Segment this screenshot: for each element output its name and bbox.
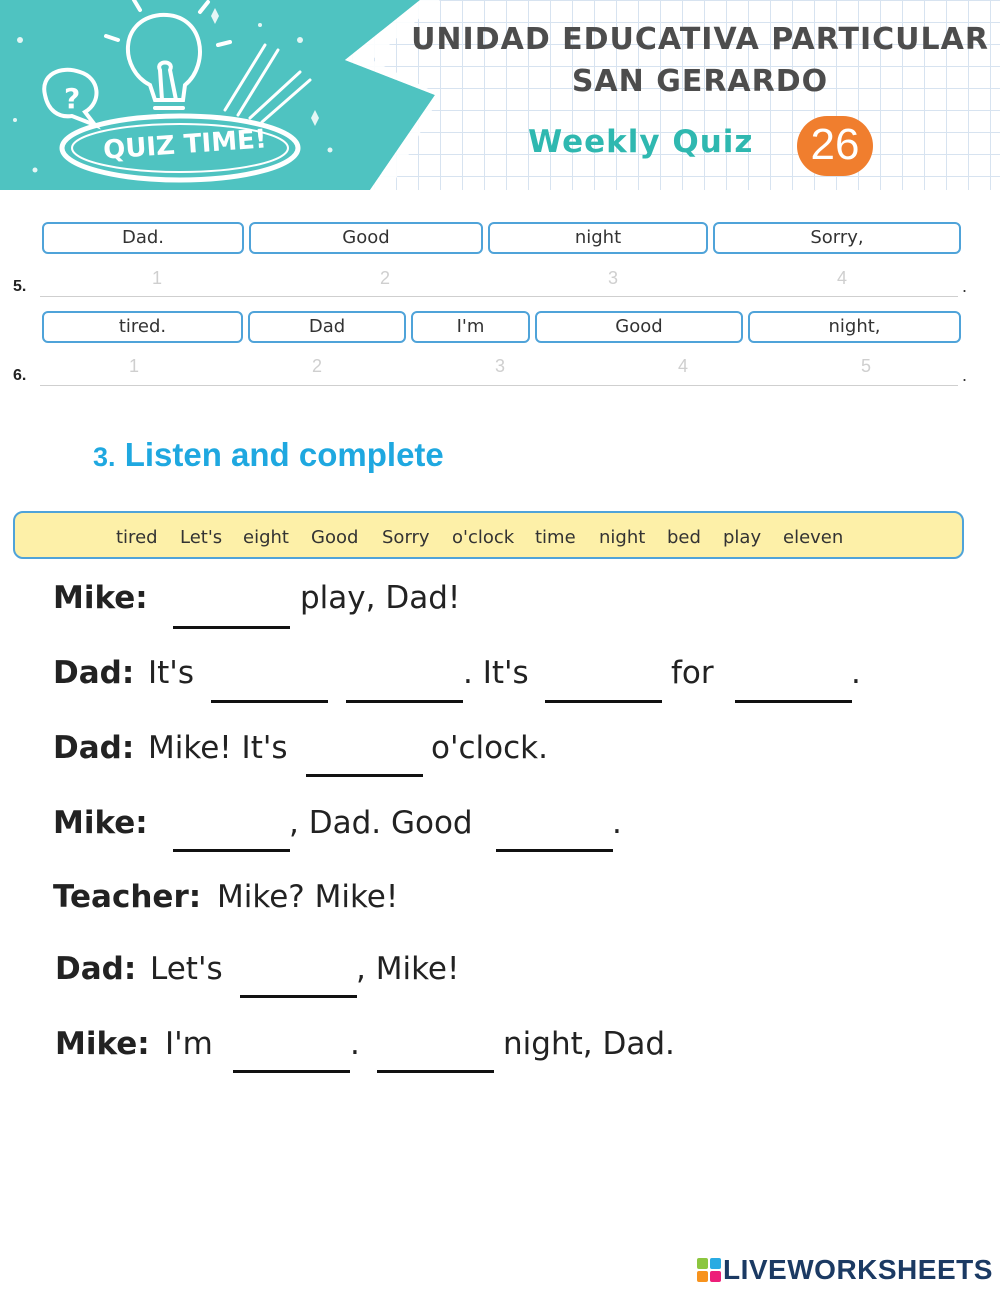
weekly-quiz-label: Weekly Quiz bbox=[528, 124, 754, 160]
word-tile[interactable]: night bbox=[488, 222, 708, 254]
word-bank-item: o'clock bbox=[452, 527, 515, 548]
answer-blank[interactable] bbox=[240, 995, 357, 998]
answer-blank[interactable] bbox=[211, 700, 328, 703]
quiz-time-label: QUIZ TIME! bbox=[102, 124, 268, 166]
word-tile[interactable]: night, bbox=[748, 311, 961, 343]
word-bank-item: bed bbox=[667, 527, 701, 548]
sentence-end-punctuation: . bbox=[962, 365, 968, 385]
speaker-label: Dad: bbox=[53, 730, 135, 766]
answer-blank[interactable] bbox=[173, 626, 290, 629]
dialogue-text: . bbox=[612, 805, 622, 841]
word-tile[interactable]: Good bbox=[249, 222, 483, 254]
dialogue-text: Mike! It's bbox=[148, 730, 288, 766]
answer-line bbox=[40, 385, 958, 386]
speaker-label: Mike: bbox=[55, 1026, 150, 1062]
dialogue-text: . bbox=[851, 655, 861, 691]
dialogue-text: night, Dad. bbox=[503, 1026, 675, 1062]
dialogue-text: for bbox=[671, 655, 714, 691]
liveworksheets-logo-icon bbox=[697, 1258, 721, 1282]
word-tile[interactable]: Dad bbox=[248, 311, 406, 343]
dialogue-text: I'm bbox=[165, 1026, 213, 1062]
word-bank-item: tired bbox=[116, 527, 158, 548]
drop-slot[interactable]: 4 bbox=[837, 268, 848, 288]
word-bank-item: Good bbox=[311, 527, 359, 548]
answer-blank[interactable] bbox=[233, 1070, 350, 1073]
answer-blank[interactable] bbox=[173, 849, 290, 852]
school-name-line1: UNIDAD EDUCATIVA PARTICULAR bbox=[411, 22, 989, 57]
dialogue-text: It's bbox=[148, 655, 194, 691]
quiz-header bbox=[0, 0, 1000, 190]
dialogue-text: . bbox=[350, 1026, 360, 1062]
section-heading: Listen and complete bbox=[124, 436, 444, 473]
word-bank-item: eleven bbox=[783, 527, 844, 548]
drop-slot[interactable]: 1 bbox=[129, 356, 140, 376]
section-title bbox=[93, 436, 444, 474]
speaker-label: Mike: bbox=[53, 580, 148, 616]
answer-blank[interactable] bbox=[306, 774, 423, 777]
question-number: 5. bbox=[13, 278, 27, 295]
school-name-line2: SAN GERARDO bbox=[571, 64, 829, 99]
word-bank-item: night bbox=[599, 527, 646, 548]
brand-name: LIVEWORKSHEETS bbox=[723, 1254, 993, 1285]
answer-blank[interactable] bbox=[377, 1070, 494, 1073]
answer-blank[interactable] bbox=[735, 700, 852, 703]
word-bank-item: eight bbox=[243, 527, 289, 548]
dialogue-text: . It's bbox=[463, 655, 529, 691]
word-bank-item: time bbox=[535, 527, 576, 548]
dialogue-text: , Mike! bbox=[356, 951, 460, 987]
speaker-label: Mike: bbox=[53, 805, 148, 841]
speaker-label: Teacher: bbox=[53, 879, 202, 915]
speaker-label: Dad: bbox=[55, 951, 137, 987]
drop-slot[interactable]: 2 bbox=[312, 356, 323, 376]
answer-blank[interactable] bbox=[496, 849, 613, 852]
quiz-number-badge: 26 bbox=[797, 116, 873, 176]
drop-slot[interactable]: 2 bbox=[380, 268, 391, 288]
word-bank bbox=[13, 511, 964, 559]
dialogue-text: Let's bbox=[150, 951, 223, 987]
answer-line bbox=[40, 296, 958, 297]
word-tile[interactable]: Sorry, bbox=[713, 222, 961, 254]
word-tile[interactable]: I'm bbox=[411, 311, 530, 343]
dialogue-text: Mike? Mike! bbox=[217, 879, 399, 915]
drop-slot[interactable]: 3 bbox=[608, 268, 619, 288]
word-bank-item: play bbox=[723, 527, 762, 548]
word-tile[interactable]: Good bbox=[535, 311, 743, 343]
dialogue-text: play, Dad! bbox=[300, 580, 461, 616]
drop-slot[interactable]: 5 bbox=[861, 356, 872, 376]
drop-slot[interactable]: 4 bbox=[678, 356, 689, 376]
quiz-time-banner bbox=[0, 0, 440, 190]
word-bank-item: Sorry bbox=[382, 527, 430, 548]
svg-text:?: ? bbox=[64, 82, 81, 115]
drop-slot[interactable]: 1 bbox=[152, 268, 163, 288]
section-number: 3. bbox=[93, 442, 116, 472]
word-bank-item: Let's bbox=[180, 527, 223, 548]
word-tile[interactable]: Dad. bbox=[42, 222, 244, 254]
answer-blank[interactable] bbox=[545, 700, 662, 703]
drop-slot[interactable]: 3 bbox=[495, 356, 506, 376]
dialogue-text: o'clock. bbox=[431, 730, 548, 766]
question-number: 6. bbox=[13, 367, 27, 384]
answer-blank[interactable] bbox=[346, 700, 463, 703]
speaker-label: Dad: bbox=[53, 655, 135, 691]
word-tile[interactable]: tired. bbox=[42, 311, 243, 343]
sentence-end-punctuation: . bbox=[962, 276, 968, 296]
dialogue-text: , Dad. Good bbox=[289, 805, 473, 841]
